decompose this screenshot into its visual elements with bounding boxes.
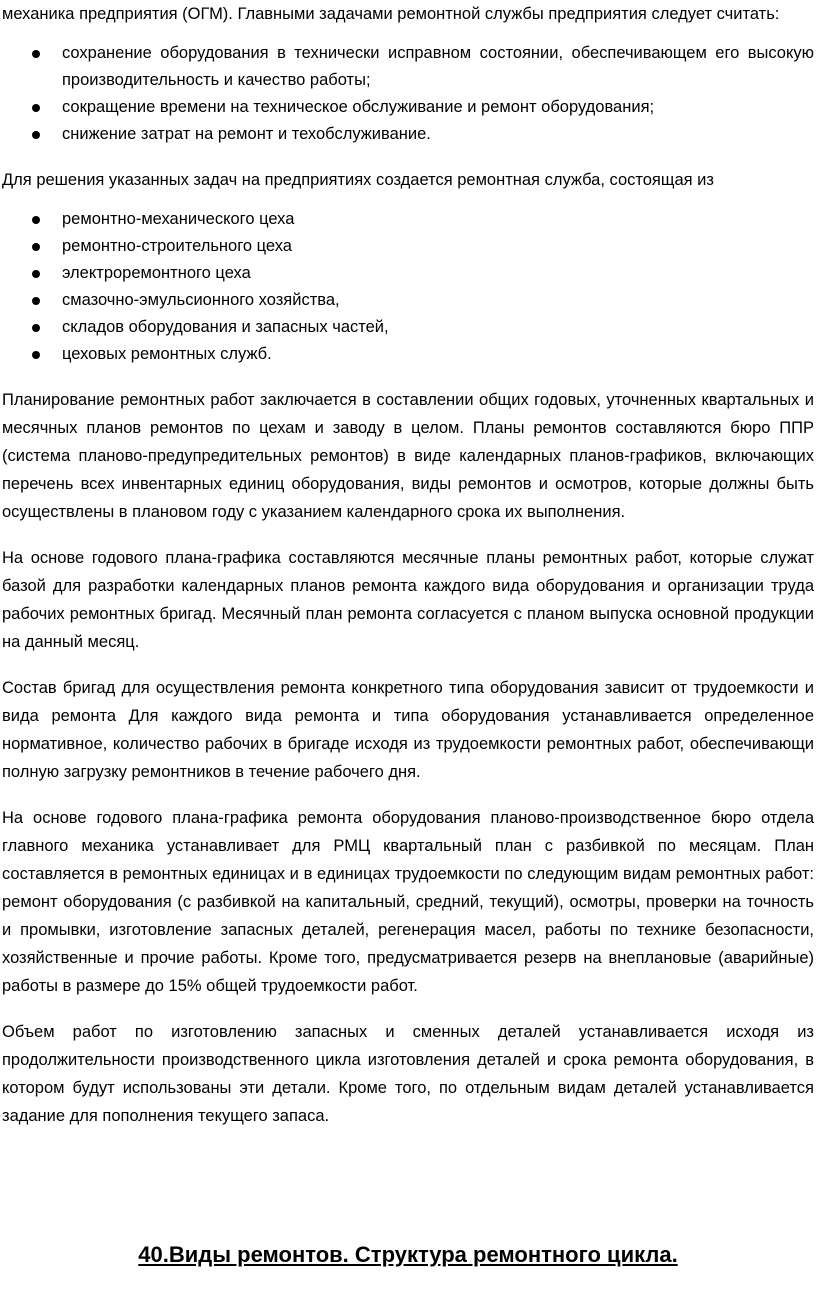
bullet-icon xyxy=(32,243,40,251)
list-item: складов оборудования и запасных частей, xyxy=(62,314,814,341)
service-intro-paragraph: Для решения указанных задач на предприятиях создается ремонтная служба, состоящая из xyxy=(2,171,714,189)
monthly-plan-paragraph: На основе годового плана-графика составляются месячные планы ремонтных работ, которые служат базой для разработки календарных планов ремонта каждого вида оборудования и организации труда рабочих ремонтных бригад. Месячный план ремонта согласуется с планом выпуска основной продукции на данный месяц. xyxy=(2,549,814,651)
service-parts-list xyxy=(2,206,814,368)
tasks-list xyxy=(2,40,814,148)
intro-paragraph: механика предприятия (ОГМ). Главными задачами ремонтной службы предприятия следует считать: xyxy=(2,5,780,23)
spare-parts-paragraph: Объем работ по изготовлению запасных и сменных деталей устанавливается исходя из продолжительности производственного цикла изготовления деталей и срока ремонта оборудования, в котором будут использованы эти детали. Кроме того, по отдельным видам деталей устанавливается задание для пополнения текущего запаса. xyxy=(2,1023,814,1125)
list-item: цеховых ремонтных служб. xyxy=(62,341,814,368)
list-item: ремонтно-механического цеха xyxy=(62,206,814,233)
brigade-paragraph: Состав бригад для осуществления ремонта конкретного типа оборудования зависит от трудоемкости и вида ремонта Для каждого вида ремонта и типа оборудования устанавливается определенное нормативное, количество рабочих в бригаде исходя из трудоемкости ремонтных работ, обеспечивающи полную загрузку ремонтников в течение рабочего дня. xyxy=(2,679,814,781)
bullet-icon xyxy=(32,297,40,305)
section-heading: 40.Виды ремонтов. Структура ремонтного цикла. xyxy=(138,1242,678,1267)
list-item: снижение затрат на ремонт и техобслуживание. xyxy=(62,121,814,148)
list-item: сохранение оборудования в технически исправном состоянии, обеспечивающем его высокую производительность и качество работы; xyxy=(62,40,814,94)
bullet-icon xyxy=(32,351,40,359)
list-item: сокращение времени на техническое обслуживание и ремонт оборудования; xyxy=(62,94,814,121)
bullet-icon xyxy=(32,324,40,332)
list-item: смазочно-эмульсионного хозяйства, xyxy=(62,287,814,314)
bullet-icon xyxy=(32,216,40,224)
bullet-icon xyxy=(32,104,40,112)
bullet-icon xyxy=(32,270,40,278)
list-item: ремонтно-строительного цеха xyxy=(62,233,814,260)
quarterly-plan-paragraph: На основе годового плана-графика ремонта оборудования планово-производственное бюро отдела главного механика устанавливает для РМЦ квартальный план с разбивкой по месяцам. План составляется в ремонтных единицах и в единицах трудоемкости по следующим видам ремонтных работ: ремонт оборудования (с разбивкой на капитальный, средний, текущий), осмотры, проверки на точность и промывки, изготовление запасных деталей, регенерация масел, работы по технике безопасности, хозяйственные и прочие работы. Кроме того, предусматривается резерв на внеплановые (аварийные) работы в размере до 15% общей трудоемкости работ. xyxy=(2,809,814,995)
bullet-icon xyxy=(32,50,40,58)
planning-paragraph: Планирование ремонтных работ заключается в составлении общих годовых, уточненных квартальных и месячных планов ремонтов по цехам и заводу в целом. Планы ремонтов составляются бюро ППР (система планово-предупредительных ремонтов) в виде календарных планов-графиков, включающих перечень всех инвентарных единиц оборудования, виды ремонтов и осмотров, которые должны быть осуществлены в плановом году с указанием календарного срока их выполнения. xyxy=(2,391,814,521)
bullet-icon xyxy=(32,131,40,139)
list-item: электроремонтного цеха xyxy=(62,260,814,287)
